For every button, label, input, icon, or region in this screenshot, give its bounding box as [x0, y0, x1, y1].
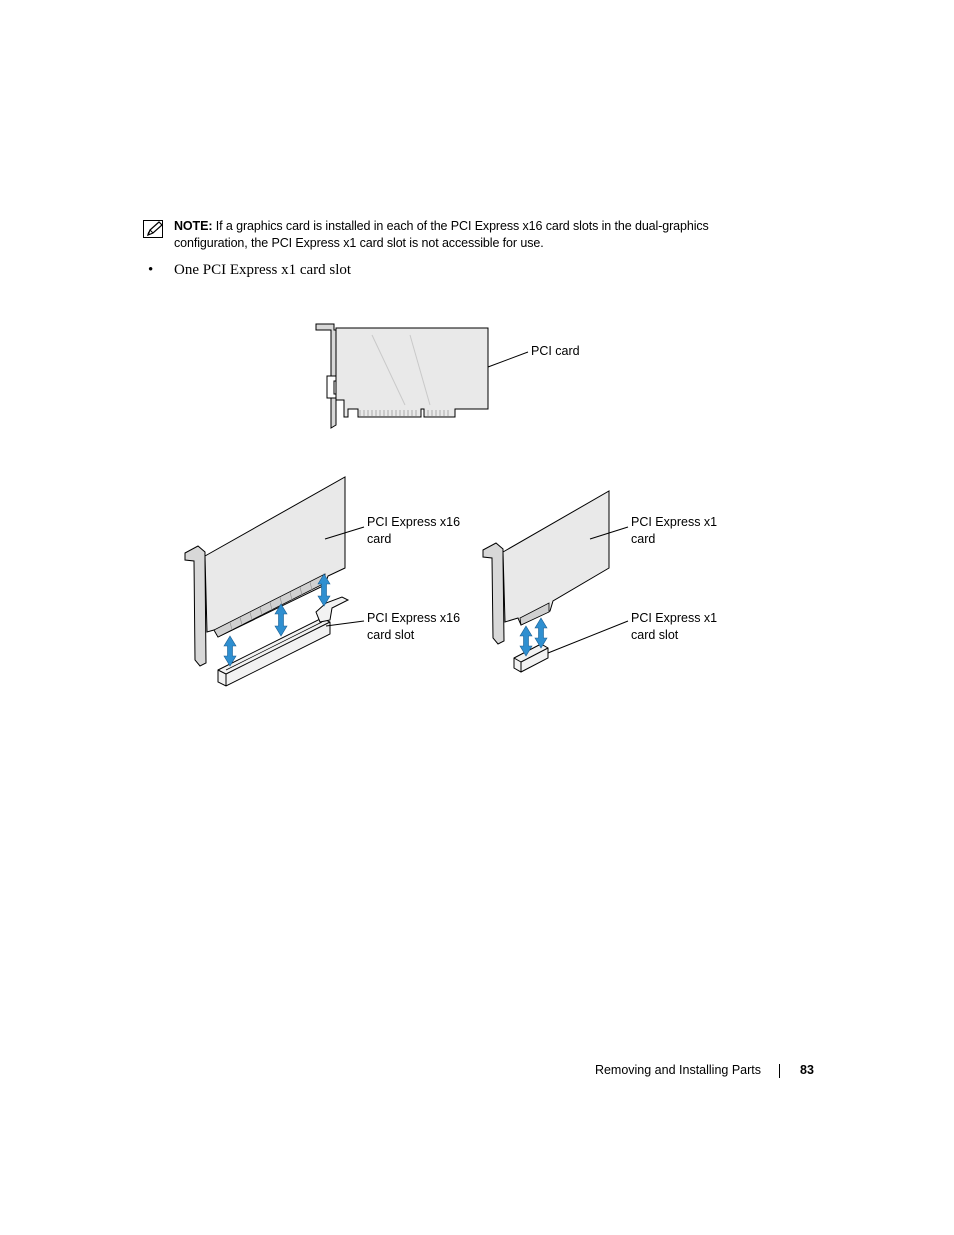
callout-pci-card: PCI card — [531, 344, 580, 358]
page-number: 83 — [800, 1063, 814, 1077]
footer-separator — [779, 1064, 780, 1078]
footer-section-title: Removing and Installing Parts — [594, 1063, 761, 1077]
note-label: NOTE: — [174, 219, 213, 233]
callout-x16-slot: PCI Express x16 card slot — [367, 611, 461, 642]
bullet-marker: • — [148, 262, 154, 278]
note-body: If a graphics card is installed in each of the PCI Express x16 card slots in the dual-graphics configuration, the PCI Express x1 card slot is not accessible for use. — [174, 219, 709, 250]
pcie-x1-drawing — [483, 491, 628, 672]
callout-x16-card: PCI Express x16 card — [367, 515, 461, 546]
bullet-text: One PCI Express x1 card slot — [174, 262, 352, 278]
pci-card-drawing — [316, 324, 528, 428]
pencil-note-icon — [143, 220, 165, 238]
bullet-item — [148, 260, 351, 280]
pcie-x16-drawing — [185, 477, 364, 686]
callout-x1-slot: PCI Express x1 card slot — [631, 611, 718, 642]
note-text — [174, 218, 744, 252]
callout-x1-card: PCI Express x1 card — [631, 515, 718, 546]
